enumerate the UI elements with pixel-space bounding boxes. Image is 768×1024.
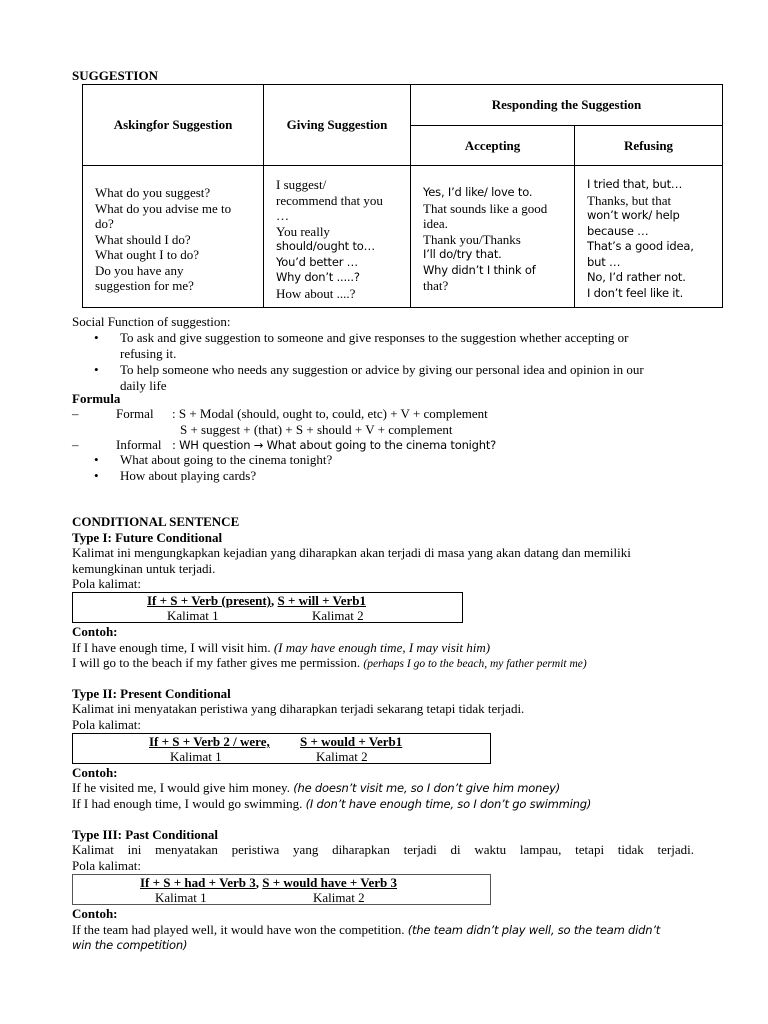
type3-formula-clause-main: S + would have + Verb 3 bbox=[262, 875, 398, 890]
contoh-label: Contoh: bbox=[72, 765, 118, 780]
type3-description: Kalimat ini menyatakan peristiwa yang diharapkan terjadi di waktu lampau, tetapi tidak terjadi. bbox=[72, 842, 694, 857]
list-item: … bbox=[276, 208, 289, 223]
header-accepting: Accepting bbox=[411, 126, 575, 166]
pola-label: Pola kalimat: bbox=[72, 858, 141, 873]
header-asking: Askingfor Suggestion bbox=[83, 85, 264, 166]
type3-example-note-cont: win the competition) bbox=[72, 938, 188, 952]
formula-separator: , bbox=[255, 875, 263, 890]
list-item: What ought I to do? bbox=[95, 247, 199, 262]
list-item: Yes, I’d like/ love to. bbox=[423, 185, 533, 199]
informal-label: Informal bbox=[116, 437, 162, 452]
accepting-cell bbox=[411, 166, 575, 308]
type2-formula-clause-main: S + would + Verb1 bbox=[300, 734, 403, 749]
type3-example-1 bbox=[72, 922, 660, 938]
suggestion-title: SUGGESTION bbox=[72, 68, 158, 83]
list-item: suggestion for me? bbox=[95, 278, 194, 293]
list-item: I’ll do/try that. bbox=[423, 247, 502, 261]
pola-label: Pola kalimat: bbox=[72, 576, 141, 591]
suggestion-table bbox=[82, 84, 723, 308]
example-sentence: If I had enough time, I would go swimming. bbox=[72, 796, 303, 811]
kalimat-2-label: Kalimat 2 bbox=[313, 890, 365, 905]
header-giving: Giving Suggestion bbox=[264, 85, 411, 166]
list-item: Why didn’t I think of bbox=[423, 262, 536, 277]
list-item: do? bbox=[95, 216, 114, 231]
list-item-text: refusing it. bbox=[120, 346, 177, 361]
type3-heading: Type III: Past Conditional bbox=[72, 827, 219, 842]
example-sentence: If the team had played well, it would have won the competition. bbox=[72, 922, 405, 937]
example-note: (he doesn’t visit me, so I don’t give him money) bbox=[293, 781, 561, 795]
list-item: What should I do? bbox=[95, 231, 191, 247]
list-item: You really bbox=[276, 223, 330, 239]
giving-cell bbox=[264, 166, 411, 308]
informal-examples bbox=[94, 452, 332, 484]
list-item bbox=[94, 452, 332, 468]
header-refusing: Refusing bbox=[575, 126, 723, 166]
type2-example-1 bbox=[72, 780, 560, 796]
pola-label: Pola kalimat: bbox=[72, 717, 141, 732]
formal-label: Formal bbox=[116, 406, 154, 421]
type1-formula-clause-if: If + S + Verb (present) bbox=[147, 593, 271, 608]
type1-formula-clause-main: S + will + Verb1 bbox=[277, 593, 366, 608]
bullet-icon: • bbox=[94, 452, 99, 467]
example-note: (the team didn’t play well, so the team didn’t bbox=[407, 923, 661, 937]
contoh-label: Contoh: bbox=[72, 906, 118, 921]
dash-icon: – bbox=[72, 437, 79, 452]
bullet-icon: • bbox=[94, 362, 99, 377]
list-item: That sounds like a good bbox=[423, 200, 548, 216]
list-item: won’t work/ help bbox=[587, 208, 680, 222]
list-item: but … bbox=[587, 254, 621, 269]
list-item: recommend that you bbox=[276, 192, 383, 208]
example-note: (I don’t have enough time, so I don’t go swimming) bbox=[305, 797, 592, 811]
kalimat-2-label: Kalimat 2 bbox=[312, 608, 364, 623]
example-sentence: If I have enough time, I will visit him. bbox=[72, 640, 271, 655]
type1-example-2 bbox=[72, 655, 587, 671]
list-item: that? bbox=[423, 278, 449, 293]
list-item: Thanks, but that bbox=[587, 192, 672, 208]
list-item: What do you suggest? bbox=[95, 185, 211, 200]
list-item-text: To help someone who needs any suggestion or advice by giving our personal idea and opinion in our bbox=[120, 362, 644, 377]
type2-formula-box bbox=[72, 733, 491, 764]
type3-formula-clause-if: If + S + had + Verb 3 bbox=[140, 875, 256, 890]
list-item: Do you have any bbox=[95, 262, 184, 278]
dash-icon: – bbox=[72, 406, 79, 421]
asking-cell bbox=[83, 166, 264, 308]
list-item bbox=[94, 468, 332, 484]
type2-formula-clause-if: If + S + Verb 2 / were, bbox=[149, 734, 270, 749]
type1-heading: Type I: Future Conditional bbox=[72, 530, 223, 545]
list-item: That’s a good idea, bbox=[587, 239, 694, 253]
list-item: I tried that, but… bbox=[587, 177, 683, 191]
refusing-cell bbox=[575, 166, 723, 308]
example-note: (I may have enough time, I may visit him) bbox=[273, 640, 491, 655]
list-item-text: How about playing cards? bbox=[120, 468, 257, 483]
informal-formula: : WH question → What about going to the cinema tonight? bbox=[172, 438, 497, 452]
formal-formula-2: S + suggest + (that) + S + should + V + complement bbox=[180, 422, 453, 437]
type1-formula-box bbox=[72, 592, 463, 623]
list-item bbox=[94, 330, 644, 362]
list-item: because … bbox=[587, 223, 649, 238]
list-item-text: What about going to the cinema tonight? bbox=[120, 452, 333, 467]
contoh-label: Contoh: bbox=[72, 624, 118, 639]
header-responding: Responding the Suggestion bbox=[411, 85, 723, 126]
formal-formula-1: : S + Modal (should, ought to, could, etc) + V + complement bbox=[172, 406, 488, 421]
list-item: Thank you/Thanks bbox=[423, 231, 521, 247]
example-sentence: If he visited me, I would give him money. bbox=[72, 780, 290, 795]
type2-example-2 bbox=[72, 796, 591, 812]
list-item: How about ....? bbox=[276, 285, 356, 301]
list-item bbox=[94, 362, 644, 394]
list-item: What do you advise me to bbox=[95, 200, 232, 216]
example-sentence: I will go to the beach if my father gives me permission. bbox=[72, 655, 361, 670]
list-item-text: daily life bbox=[120, 378, 167, 393]
kalimat-1-label: Kalimat 1 bbox=[167, 608, 219, 623]
kalimat-1-label: Kalimat 1 bbox=[155, 890, 207, 905]
kalimat-2-label: Kalimat 2 bbox=[316, 749, 368, 764]
type1-example-1 bbox=[72, 640, 490, 656]
bullet-icon: • bbox=[94, 330, 99, 345]
list-item-text: To ask and give suggestion to someone and give responses to the suggestion whether accepting or bbox=[120, 330, 629, 345]
type2-heading: Type II: Present Conditional bbox=[72, 686, 231, 701]
type3-formula-box bbox=[72, 874, 491, 905]
list-item: Why don’t .....? bbox=[276, 270, 360, 284]
example-note: (perhaps I go to the beach, my father permit me) bbox=[363, 658, 587, 670]
type2-description: Kalimat ini menyatakan peristiwa yang diharapkan terjadi sekarang tetapi tidak terjadi. bbox=[72, 701, 525, 716]
list-item: No, I’d rather not. bbox=[587, 270, 686, 284]
type1-description: kemungkinan untuk terjadi. bbox=[72, 561, 216, 576]
bullet-icon: • bbox=[94, 468, 99, 483]
conditional-title: CONDITIONAL SENTENCE bbox=[72, 514, 240, 529]
type1-description: Kalimat ini mengungkapkan kejadian yang diharapkan akan terjadi di masa yang akan datang dan memiliki bbox=[72, 545, 631, 560]
list-item: idea. bbox=[423, 216, 448, 231]
list-item: I suggest/ bbox=[276, 177, 327, 192]
kalimat-1-label: Kalimat 1 bbox=[170, 749, 222, 764]
social-function-heading: Social Function of suggestion: bbox=[72, 314, 231, 329]
list-item: You’d better … bbox=[276, 254, 358, 269]
list-item: should/ought to… bbox=[276, 239, 375, 253]
formula-separator: , bbox=[271, 593, 278, 608]
social-function-list bbox=[94, 330, 644, 394]
list-item: I don’t feel like it. bbox=[587, 285, 684, 300]
formula-heading: Formula bbox=[72, 391, 121, 406]
